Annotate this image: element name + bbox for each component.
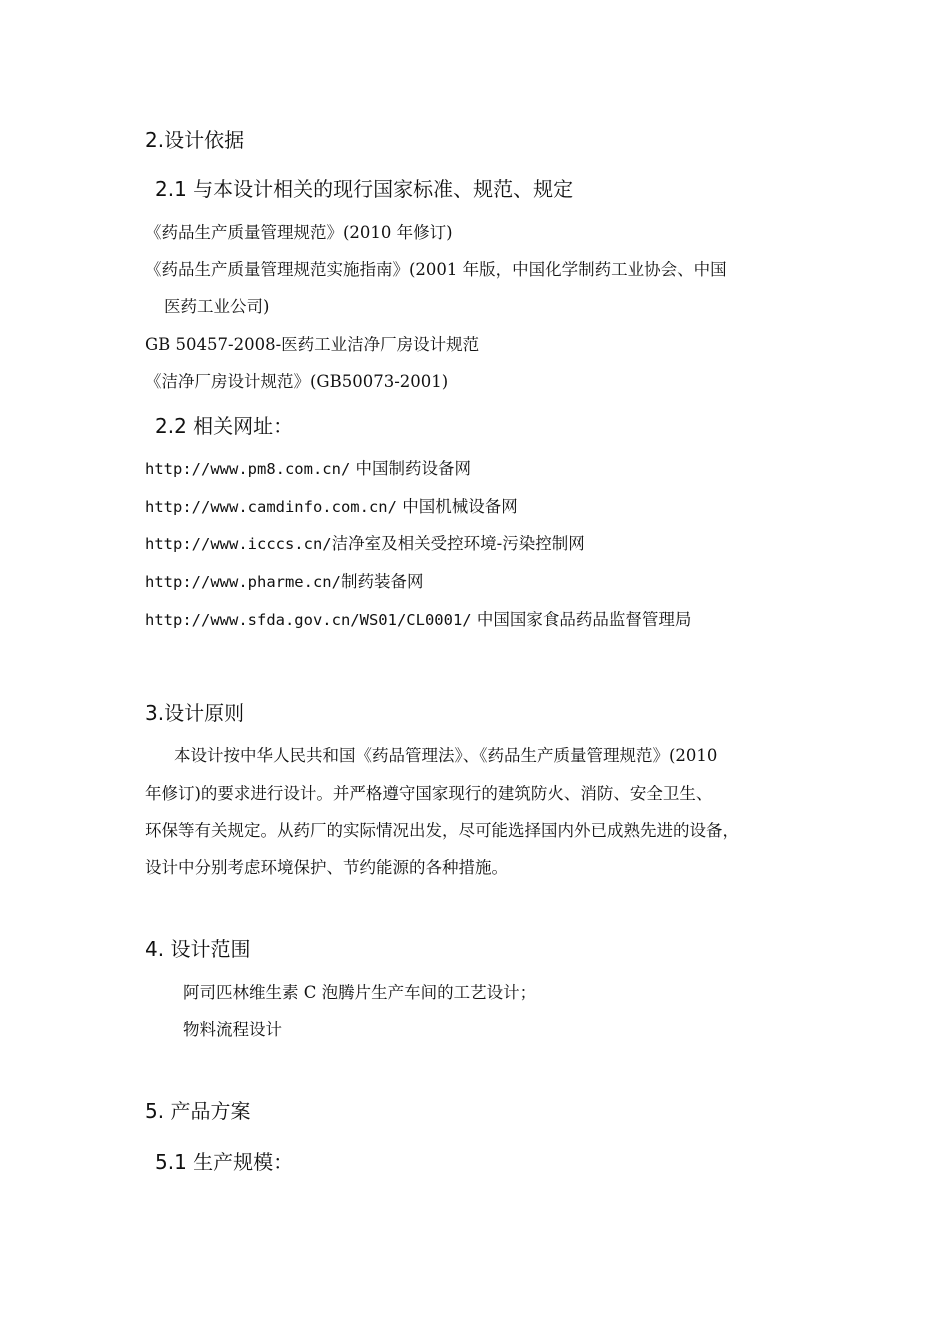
section-2-1-heading: 2.1 与本设计相关的现行国家标准、规范、规定 (155, 177, 574, 201)
section-5-heading: 5. 产品方案 (145, 1099, 251, 1123)
link-name: 中国机械设备网 (396, 497, 518, 516)
reference-item: 《药品生产质量管理规范实施指南》(2001 年版，中国化学制药工业协会、中国 (145, 260, 727, 279)
link-name: 洁净室及相关受控环境-污染控制网 (331, 534, 585, 553)
link-url[interactable]: http://www.pharme.cn/ (145, 573, 341, 591)
link-row (145, 458, 471, 480)
link-name: 制药装备网 (340, 572, 424, 591)
link-url[interactable]: http://www.pm8.com.cn/ (145, 460, 351, 478)
paragraph-line: 设计中分别考虑环境保护、节约能源的各种措施。 (145, 858, 508, 877)
link-url[interactable]: http://www.icccs.cn/ (145, 535, 332, 553)
paragraph-line: 环保等有关规定。从药厂的实际情况出发，尽可能选择国内外已成熟先进的设备， (145, 821, 739, 840)
section-4-heading: 4. 设计范围 (145, 937, 251, 961)
link-row (145, 609, 691, 631)
link-name: 中国制药设备网 (350, 459, 472, 478)
link-row (145, 571, 423, 593)
paragraph-line: 本设计按中华人民共和国《药品管理法》、《药品生产质量管理规范》(2010 (174, 746, 718, 765)
link-url[interactable]: http://www.camdinfo.com.cn/ (145, 498, 397, 516)
scope-item: 阿司匹林维生素 C 泡腾片生产车间的工艺设计； (183, 983, 537, 1002)
section-5-1-heading: 5.1 生产规模： (155, 1150, 294, 1174)
paragraph-line: 年修订)的要求进行设计。并严格遵守国家现行的建筑防火、消防、安全卫生、 (145, 784, 713, 803)
reference-item: 《药品生产质量管理规范》(2010 年修订) (145, 223, 453, 242)
link-url[interactable]: http://www.sfda.gov.cn/WS01/CL0001/ (145, 611, 472, 629)
section-2-heading: 2.设计依据 (145, 128, 245, 152)
reference-item: GB 50457-2008-医药工业洁净厂房设计规范 (145, 335, 480, 354)
section-3-heading: 3.设计原则 (145, 701, 245, 725)
link-row (145, 496, 518, 518)
link-row (145, 533, 585, 555)
link-name: 中国国家食品药品监督管理局 (471, 610, 692, 629)
reference-item: 《洁净厂房设计规范》(GB50073-2001) (145, 372, 449, 391)
section-2-2-heading: 2.2 相关网址： (155, 414, 294, 438)
reference-item-continued: 医药工业公司) (164, 297, 270, 316)
scope-item: 物料流程设计 (183, 1020, 282, 1039)
